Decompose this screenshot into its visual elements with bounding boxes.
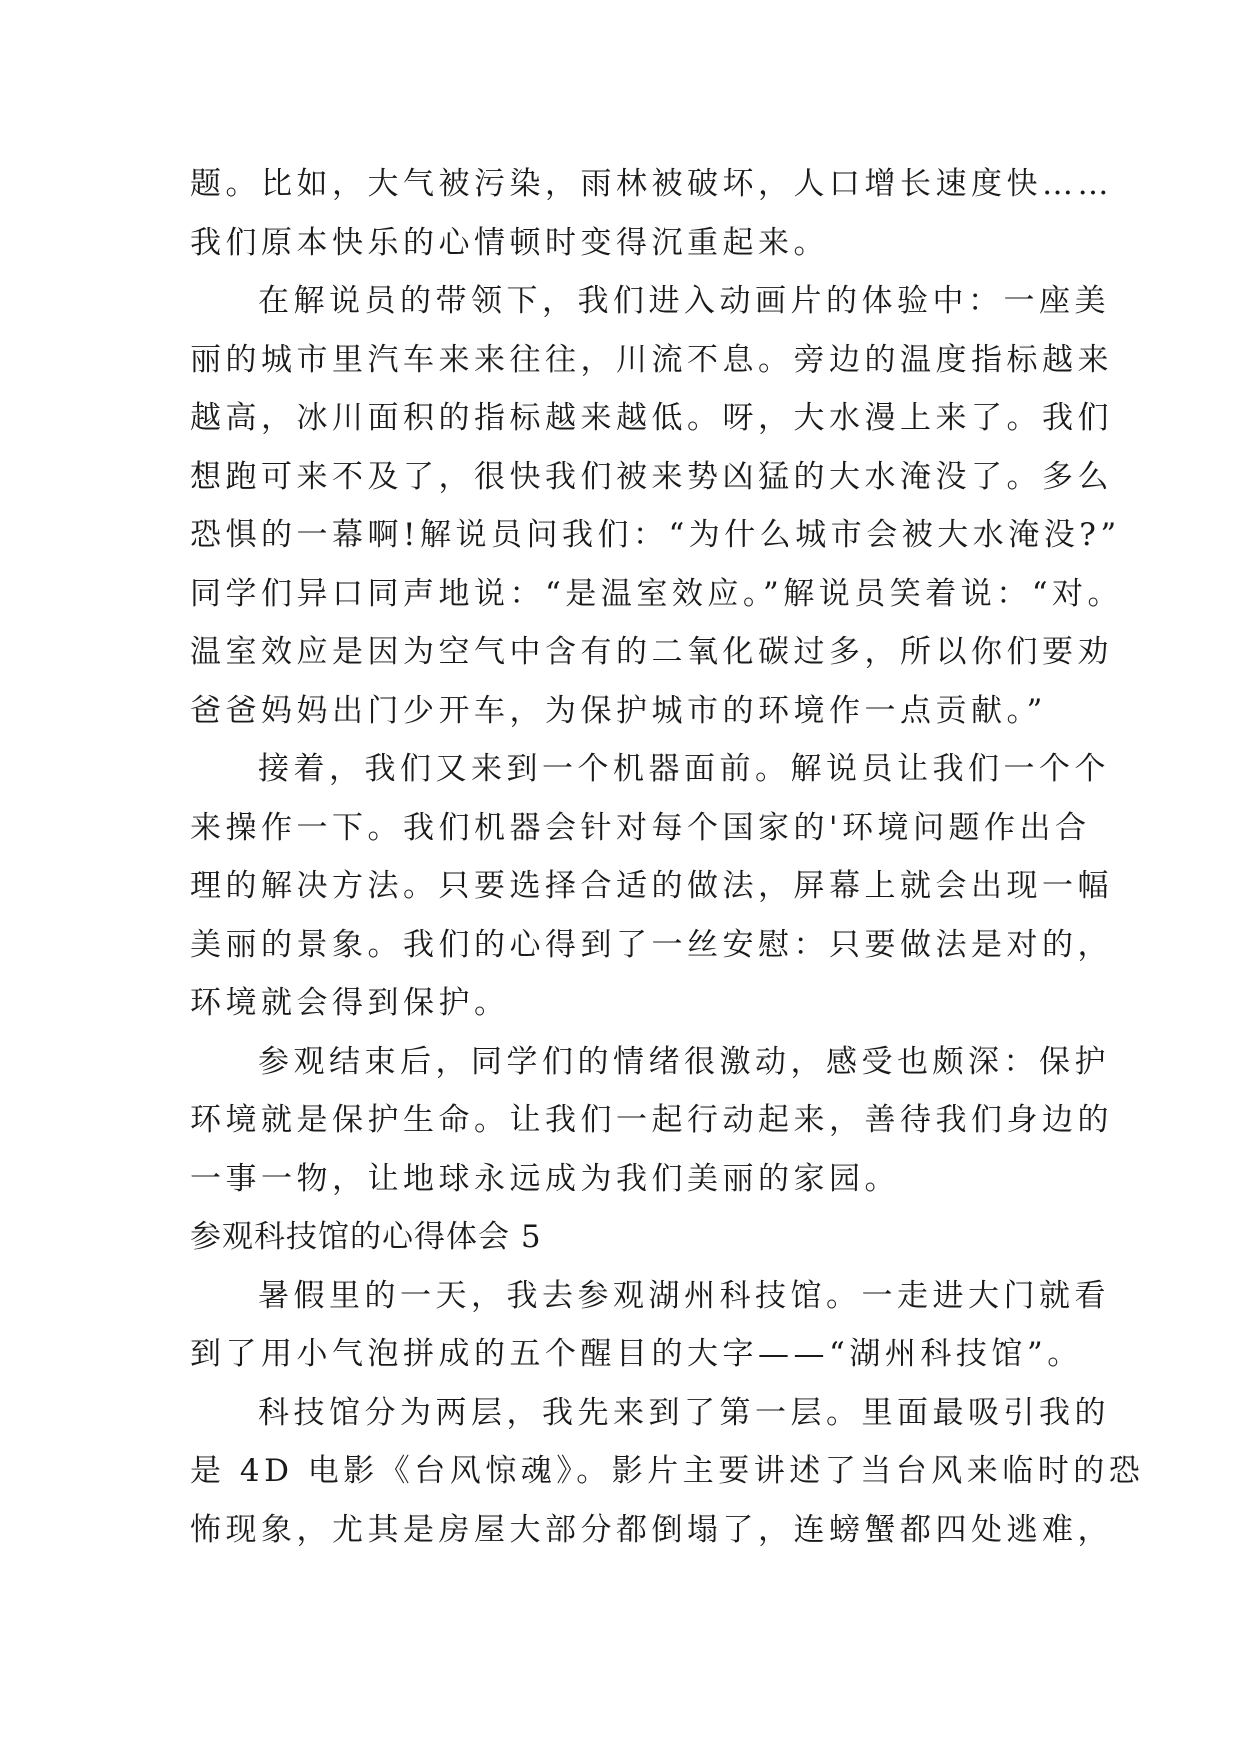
text-line: 恐惧的一幕啊!解说员问我们：“为什么城市会被大水淹没?” <box>190 517 1121 553</box>
section-heading: 参观科技馆的心得体会 5 <box>190 1219 542 1255</box>
text-line: 环境就会得到保护。 <box>190 985 510 1021</box>
text-line: 是 4D 电影《台风惊魂》。影片主要讲述了当台风来临时的恐 <box>190 1453 1145 1489</box>
text-line: 温室效应是因为空气中含有的二氧化碳过多，所以你们要劝 <box>190 634 1113 670</box>
text-line: 一事一物，让地球永远成为我们美丽的家园。 <box>190 1160 900 1197</box>
text-line: 越高，冰川面积的指标越来越低。呀，大水漫上来了。我们 <box>190 400 1113 436</box>
text-line: 理的解决方法。只要选择合适的做法，屏幕上就会出现一幅 <box>190 868 1113 904</box>
text-line: 想跑可来不及了，很快我们被来势凶猛的大水淹没了。多么 <box>190 458 1113 495</box>
text-line: 怖现象，尤其是房屋大部分都倒塌了，连螃蟹都四处逃难， <box>190 1511 1113 1548</box>
text-line: 爸爸妈妈出门少开车，为保护城市的环境作一点贡献。” <box>190 692 1047 729</box>
paragraph-start-line: 科技馆分为两层，我先来到了第一层。里面最吸引我的 <box>258 1394 1110 1431</box>
document-body <box>190 155 1145 1559</box>
text-line: 美丽的景象。我们的心得到了一丝安慰：只要做法是对的， <box>190 926 1113 963</box>
paragraph-start-line: 在解说员的带领下，我们进入动画片的体验中：一座美 <box>258 283 1110 319</box>
paragraph-start-line: 接着，我们又来到一个机器面前。解说员让我们一个个 <box>258 751 1110 787</box>
paragraph-start-line: 参观结束后，同学们的情绪很激动，感受也颇深：保护 <box>258 1043 1110 1080</box>
text-line: 我们原本快乐的心情顿时变得沉重起来。 <box>190 224 829 261</box>
text-line: 丽的城市里汽车来来往往，川流不息。旁边的温度指标越来 <box>190 341 1113 378</box>
text-line: 同学们异口同声地说：“是温室效应。”解说员笑着说：“对。 <box>190 575 1124 612</box>
text-line: 题。比如，大气被污染，雨林被破坏，人口增长速度快…… <box>190 166 1113 202</box>
text-line: 来操作一下。我们机器会针对每个国家的'环境问题作出合 <box>190 809 1091 846</box>
text-line: 到了用小气泡拼成的五个醒目的大字——“湖州科技馆”。 <box>190 1336 1083 1372</box>
paragraph-start-line: 暑假里的一天，我去参观湖州科技馆。一走进大门就看 <box>258 1277 1110 1314</box>
text-line: 环境就是保护生命。让我们一起行动起来，善待我们身边的 <box>190 1102 1113 1138</box>
